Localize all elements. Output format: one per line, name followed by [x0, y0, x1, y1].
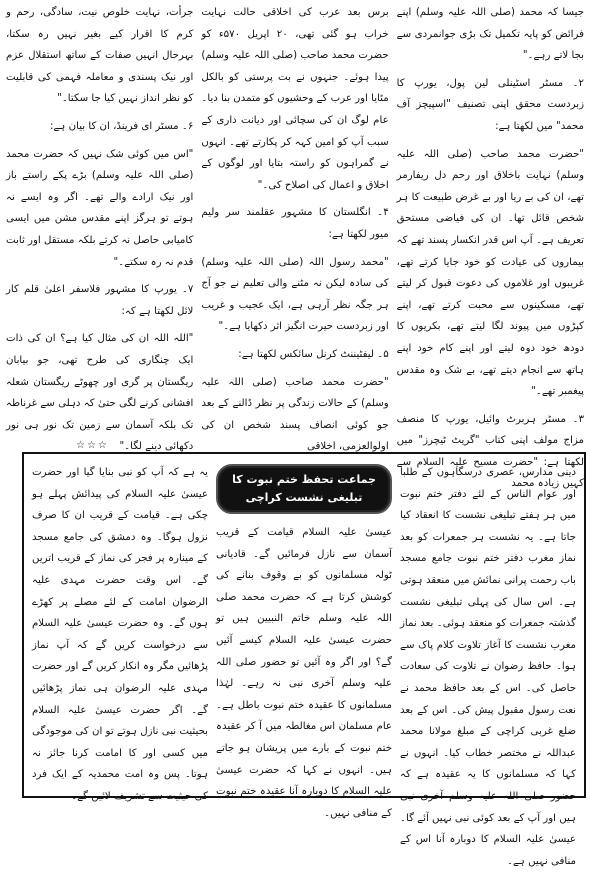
notice-column-middle: [216, 462, 392, 819]
notice-text: یہ ہے کہ آپ کو نبی بنایا گیا اور حضرت عیسیٰ علیہ السلام کی پیدائش پہلے ہو چکی ہے۔ قیامت کے قریب ان کا صرف نزول ہوگا۔ وہ دمشق کی جامع مسجد کے مینارہ پر فجر کی نماز کے قریب اتریں گے۔ اس وقت حضرت مہدی علیہ الرضوان امامت کے لئے مصلے پر کھڑے ہوں گے۔ وہ حضرت عیسیٰ علیہ السلام سے درخواست کریں گے کہ آپ نماز پڑھائیں مگر وہ انکار کریں گے اور حضرت مہدی علیہ الرضوان ہی نماز پڑھائیں گے۔ اگر حضرت عیسیٰ علیہ السلام بحیثیت نبی نازل ہوتے تو ان کی موجودگی میں کسی اور کا امامت کرنا جائز نہ ہوتا۔ پس وہ امت محمدیہ کے ایک فرد کی حیثیت سے تشریف لائیں گے۔: [32, 467, 208, 802]
paragraph: "اس میں کوئی شک نہیں کہ حضرت محمد (صلی اللہ علیہ وسلم) بڑے پکے راستے باز اور نیک ارادے والے تھے۔ اگر وہ ایسے نہ ہوتے تو ہرگز اپنے مقدس مشن میں ایسی کامیابی حاصل نہ کرتے بلکہ مستقل اور ثابت قدم نہ رہ سکتے۔": [6, 148, 194, 268]
paragraph: ۳۔ مسٹر ہربرٹ وائیل، یورپ کا منصف مزاج مولف اپنی کتاب "گریٹ ٹیچرز" میں لکھتا ہے: "حضرت مسیح علیہ السلام سے کہیں زیادہ محمد: [396, 413, 584, 490]
paragraph: "حضرت محمد صاحب (صلی اللہ علیہ وسلم) نہایت باخلاق اور رحم دل ریفارمر تھے، ان کی بے ریا اور بے غرض طبیعت کا ہر شخص قائل تھا۔ ان کی فیاضی مستحق تعریف ہے۔ آپ اس قدر انکسار پسند تھے کہ بیماروں کی عیادت کو خود جایا کرتے تھے، غریبوں اور غلاموں کی دعوت قبول کر لیتے تھے، مسکینوں سے محبت کرتے تھے، اپنے کپڑوں میں پیوند لگا لیتے تھے، بکریوں کا دودھ خود دوہ لیتے اور اپنے کام خود اپنے ہاتھ سے انجام دیتے تھے، بے شک وہ مقدس پیغمبر تھے۔": [396, 148, 584, 398]
notice-text: عیسیٰ علیہ السلام قیامت کے قریب آسمان سے نازل فرمائیں گے۔ قادیانی ٹولہ مسلمانوں کو بے وقوف بنانے کی کوشش کرتا ہے کہ حضرت محمد صلی اللہ علیہ وسلم خاتم النبیین ہیں تو حضرت عیسیٰ علیہ السلام کیسے آئیں گے؟ اور اگر وہ آئیں تو حضور صلی اللہ علیہ وسلم آخری نبی نہ رہے۔ لہٰذا مسلمانوں کا عقیدہ ختم نبوت باطل ہے۔ عام مسلمان اس مغالطہ میں آ کر عقیدہ ختم نبوت کے بارے میں پریشان ہو جاتے ہیں۔ انہوں نے کہا کہ حضرت عیسیٰ علیہ السلام کا دوبارہ آنا عقیدہ ختم نبوت کے منافی نہیں۔: [216, 527, 392, 819]
paragraph: ۲۔ مسٹر اسٹینلی لین پول، یورپ کا زبردست محقق اپنی تصنیف "اسپیچز آف محمد" میں لکھتا ہے:: [396, 77, 584, 132]
paragraph: ۵۔ لیفٹیننٹ کرنل سائکس لکھتا ہے:: [238, 348, 389, 360]
article-column-left: [6, 2, 194, 453]
paragraph: ۶۔ مسٹر ای فرینڈ، ان کا بیان ہے:: [50, 120, 194, 132]
paragraph: جیسا کہ محمد (صلی اللہ علیہ وسلم) اپنے فرائض کو پایہ تکمیل تک بڑی جوانمردی سے بجا لاتے رہے۔": [396, 7, 584, 62]
article-column-middle: [201, 2, 389, 453]
notice-column-right: [400, 462, 576, 867]
article-column-right: [396, 2, 584, 490]
notice-box: [22, 452, 586, 867]
paragraph: ۴۔ انگلستان کا مشہور عقلمند سر ولیم میور لکھتا ہے:: [201, 207, 389, 240]
paragraph: "اللہ اللہ ان کی مثال کیا ہے؟ ان کی ذات ایک چنگاری کی طرح تھی، جو بیابان ریگستان پر گری اور چھوٹے ریگستان شعلہ افشانی کرنے لگی حتیٰ کہ دہلی سے غرناطہ تک بلکہ آسمان سے زمین تک نور ہی نور دکھائی دینے لگا۔": [6, 333, 194, 453]
star-divider: ☆☆☆: [76, 440, 109, 451]
paragraph: "محمد رسول اللہ (صلی اللہ علیہ وسلم) کی سادہ لیکن نہ مٹنے والی تعلیم نے جو آج ہر جگہ نظر آرہی ہے، ایک عجیب و غریب اور زبردست حیرت انگیز اثر دکھایا ہے۔": [201, 256, 389, 333]
paragraph: برس بعد عرب کی اخلاقی حالت نہایت خراب ہو گئی تھی، ۲۰ اپریل ۵۷۰ء کو حضرت محمد صاحب (صلی اللہ علیہ وسلم) پیدا ہوئے۔ جنہوں نے بت پرستی کو بالکل مٹایا اور عرب کے وحشیوں کو متمدن بنا دیا۔ عام لوگ ان کی سچائی اور دیانت داری کے سبب آپ کو امین کہہ کر پکارتے تھے۔ انہوں نے گمراہوں کو راستہ بتایا اور لوگوں کے اخلاق و اعمال کی اصلاح کی۔": [201, 7, 389, 191]
paragraph: ۷۔ یورپ کا مشہور فلاسفر اعلیٰ قلم کار لائل لکھتا ہے کہ:: [6, 284, 194, 317]
notice-title: جماعت تحفظ ختم نبوت کا تبلیغی نشست کراچی: [216, 464, 392, 514]
paragraph: جرأت، نہایت خلوص نیت، سادگی، رحم و کرم کا اقرار کیے بغیر نہیں رہ سکتا، بہرحال انہیں صفات کے ساتھ استقلال عزم اور نیک پسندی و معاملہ فہمی کی قابلیت کو نظر انداز نہیں کیا جا سکتا۔": [6, 7, 194, 105]
notice-text: دینی مدارس، عصری درسگاہوں کے طلبا اور عوام الناس کے لئے دفتر ختم نبوت میں ہر ہفتے تبلیغی نشست کا انعقاد کیا جاتا ہے۔ یہ نشست ہر جمعرات کو بعد نماز مغرب دفتر ختم نبوت جامع مسجد باب رحمت پرانی نمائش میں منعقد ہوتی ہے۔ اس سال کی پہلی تبلیغی نشست گذشتہ جمعرات کو منعقد ہوئی۔ بعد نماز مغرب نشست کا آغاز تلاوت کلام پاک سے ہوا۔ حافظ رضوان نے تلاوت کی سعادت حاصل کی۔ اس کے بعد حافظ محمد نے نعت رسول مقبول پیش کی۔ اس کے بعد ضلع غربی کراچی کے مبلغ مولانا محمد عبداللہ نے مختصر خطاب کیا۔ انہوں نے کہا کہ مسلمانوں کا یہ عقیدہ ہے کہ حضور صلی اللہ علیہ وسلم آخری نبی ہیں اور آپ کے بعد کوئی نبی نہیں آئے گا۔ عیسیٰ علیہ السلام کا دوبارہ آنا اس کے منافی نہیں ہے۔: [400, 467, 576, 867]
paragraph: "حضرت محمد صاحب (صلی اللہ علیہ وسلم) کے حالات زندگی پر نظر ڈالنے کے بعد جو کوئی انصاف پسند شخص ان کی اولوالعزمی، اخلاقی: [201, 376, 389, 453]
notice-column-left: [32, 462, 208, 802]
